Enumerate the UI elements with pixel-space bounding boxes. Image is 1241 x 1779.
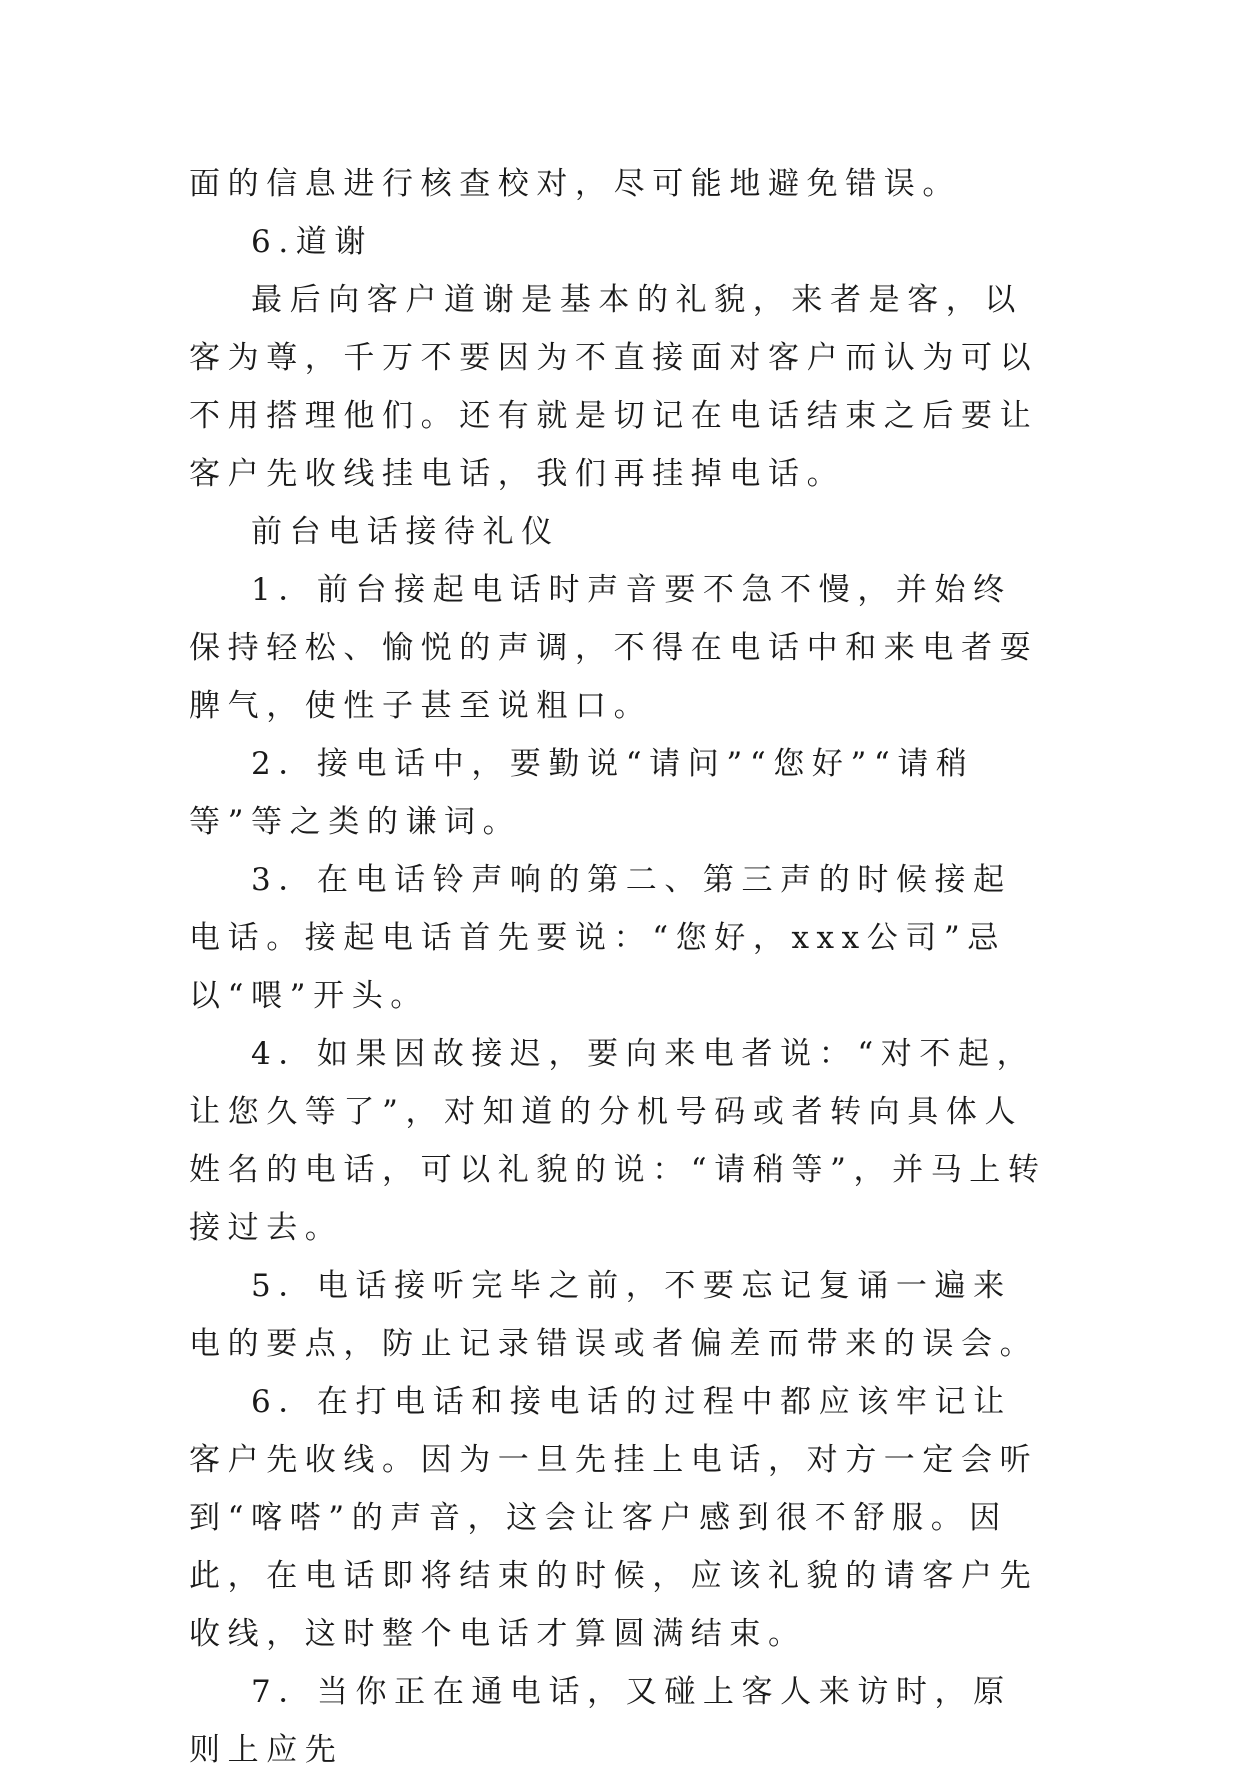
list-item-2: 2．接电话中，要勤说“请问”“您好”“请稍等”等之类的谦词。 bbox=[189, 746, 975, 840]
section-heading-thanks: 6.道谢 bbox=[251, 224, 373, 260]
list-item-3: 3．在电话铃声响的第二、第三声的时候接起电话。接起电话首先要说：“您好，xxx公司”忌以“喂”开头。 bbox=[189, 862, 1012, 1014]
paragraph-continuation: 面的信息进行核查校对，尽可能地避免错误。 bbox=[189, 166, 961, 202]
list-item-7: 7．当你正在通电话，又碰上客人来访时，原则上应先 bbox=[189, 1674, 1012, 1768]
list-item-5: 5．电话接听完毕之前，不要忘记复诵一遍来电的要点，防止记录错误或者偏差而带来的误会。 bbox=[189, 1268, 1039, 1362]
document-body bbox=[189, 155, 1049, 1779]
paragraph-thanks: 最后向客户道谢是基本的礼貌，来者是客，以客为尊，千万不要因为不直接面对客户而认为可以不用搭理他们。还有就是切记在电话结束之后要让客户先收线挂电话，我们再挂掉电话。 bbox=[189, 282, 1039, 492]
list-item-1: 1．前台接起电话时声音要不急不慢，并始终保持轻松、愉悦的声调，不得在电话中和来电者耍脾气，使性子甚至说粗口。 bbox=[189, 572, 1039, 724]
section-heading-reception-etiquette: 前台电话接待礼仪 bbox=[251, 514, 560, 550]
list-item-6: 6．在打电话和接电话的过程中都应该牢记让客户先收线。因为一旦先挂上电话，对方一定会听到“喀嗒”的声音，这会让客户感到很不舒服。因此，在电话即将结束的时候，应该礼貌的请客户先收线，这时整个电话才算圆满结束。 bbox=[189, 1384, 1039, 1652]
list-item-4: 4．如果因故接迟，要向来电者说：“对不起，让您久等了”，对知道的分机号码或者转向具体人姓名的电话，可以礼貌的说：“请稍等”，并马上转接过去。 bbox=[189, 1036, 1047, 1246]
